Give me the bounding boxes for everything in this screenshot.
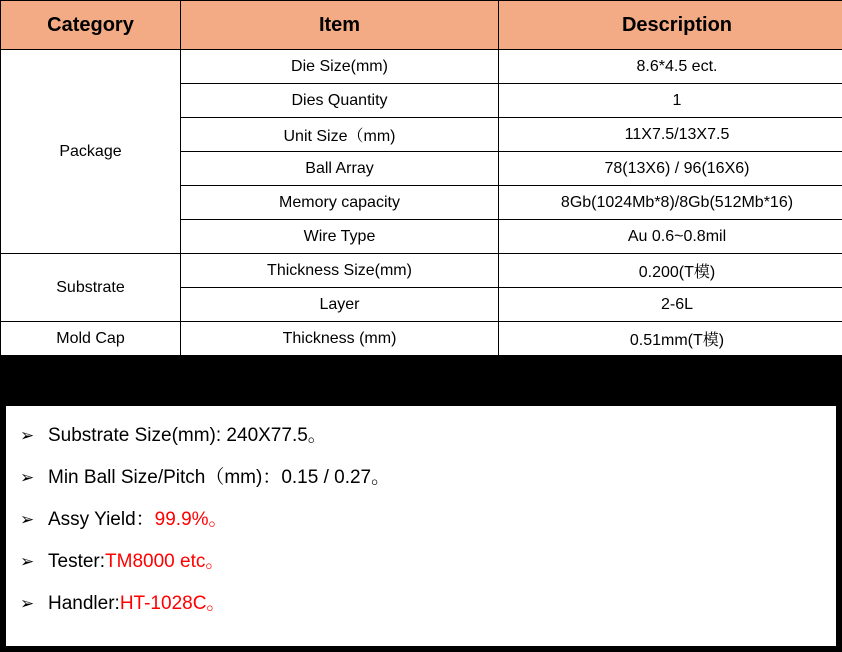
description-cell: 8Gb(1024Mb*8)/8Gb(512Mb*16) — [499, 186, 842, 220]
list-item — [6, 588, 836, 630]
table-header-row — [1, 1, 842, 50]
bullet-arrow-icon: ➢ — [20, 594, 35, 613]
description-cell: 2-6L — [499, 288, 842, 322]
table-row — [1, 322, 842, 356]
list-item-label: Handler:HT-1028C。 — [48, 593, 226, 614]
item-cell: Layer — [181, 288, 499, 322]
description-cell: 8.6*4.5 ect. — [499, 50, 842, 84]
description-cell: 78(13X6) / 96(16X6) — [499, 152, 842, 186]
item-cell: Dies Quantity — [181, 84, 499, 118]
notes-panel — [6, 406, 836, 646]
list-item — [6, 462, 836, 504]
item-cell: Die Size(mm) — [181, 50, 499, 84]
column-header-description: Description — [499, 1, 842, 50]
description-cell: 0.51mm(T模) — [499, 322, 842, 356]
item-cell: Memory capacity — [181, 186, 499, 220]
list-item-label: Min Ball Size/Pitch（mm)：0.15 / 0.27。 — [48, 467, 391, 488]
bullet-arrow-icon: ➢ — [20, 468, 35, 487]
list-item-highlight: HT-1028C。 — [119, 593, 226, 614]
bullet-arrow-icon: ➢ — [20, 552, 35, 571]
table-row — [1, 254, 842, 288]
category-cell-mold-cap: Mold Cap — [1, 322, 181, 356]
item-cell: Ball Array — [181, 152, 499, 186]
list-item-label: Substrate Size(mm): 240X77.5。 — [48, 425, 327, 446]
item-cell: Thickness (mm) — [181, 322, 499, 356]
list-item — [6, 546, 836, 588]
list-item — [6, 504, 836, 546]
description-cell: 11X7.5/13X7.5 — [499, 118, 842, 152]
item-cell: Wire Type — [181, 220, 499, 254]
column-header-item: Item — [181, 1, 499, 50]
list-item-label: Assy Yield：99.9%。 — [48, 509, 228, 530]
description-cell: 0.200(T模) — [499, 254, 842, 288]
description-cell: 1 — [499, 84, 842, 118]
list-item-highlight: 99.9%。 — [154, 509, 228, 530]
item-cell: Thickness Size(mm) — [181, 254, 499, 288]
description-cell: Au 0.6~0.8mil — [499, 220, 842, 254]
table-body — [1, 50, 842, 356]
bullet-arrow-icon: ➢ — [20, 426, 35, 445]
list-item-label: Tester:TM8000 etc。 — [48, 551, 225, 572]
category-cell-substrate: Substrate — [1, 254, 181, 322]
list-item-highlight: TM8000 etc。 — [105, 551, 225, 572]
column-header-category: Category — [1, 1, 181, 50]
bullet-arrow-icon: ➢ — [20, 510, 35, 529]
list-item — [6, 420, 836, 462]
table-row — [1, 50, 842, 84]
item-cell: Unit Size（mm) — [181, 118, 499, 152]
category-cell-package: Package — [1, 50, 181, 254]
